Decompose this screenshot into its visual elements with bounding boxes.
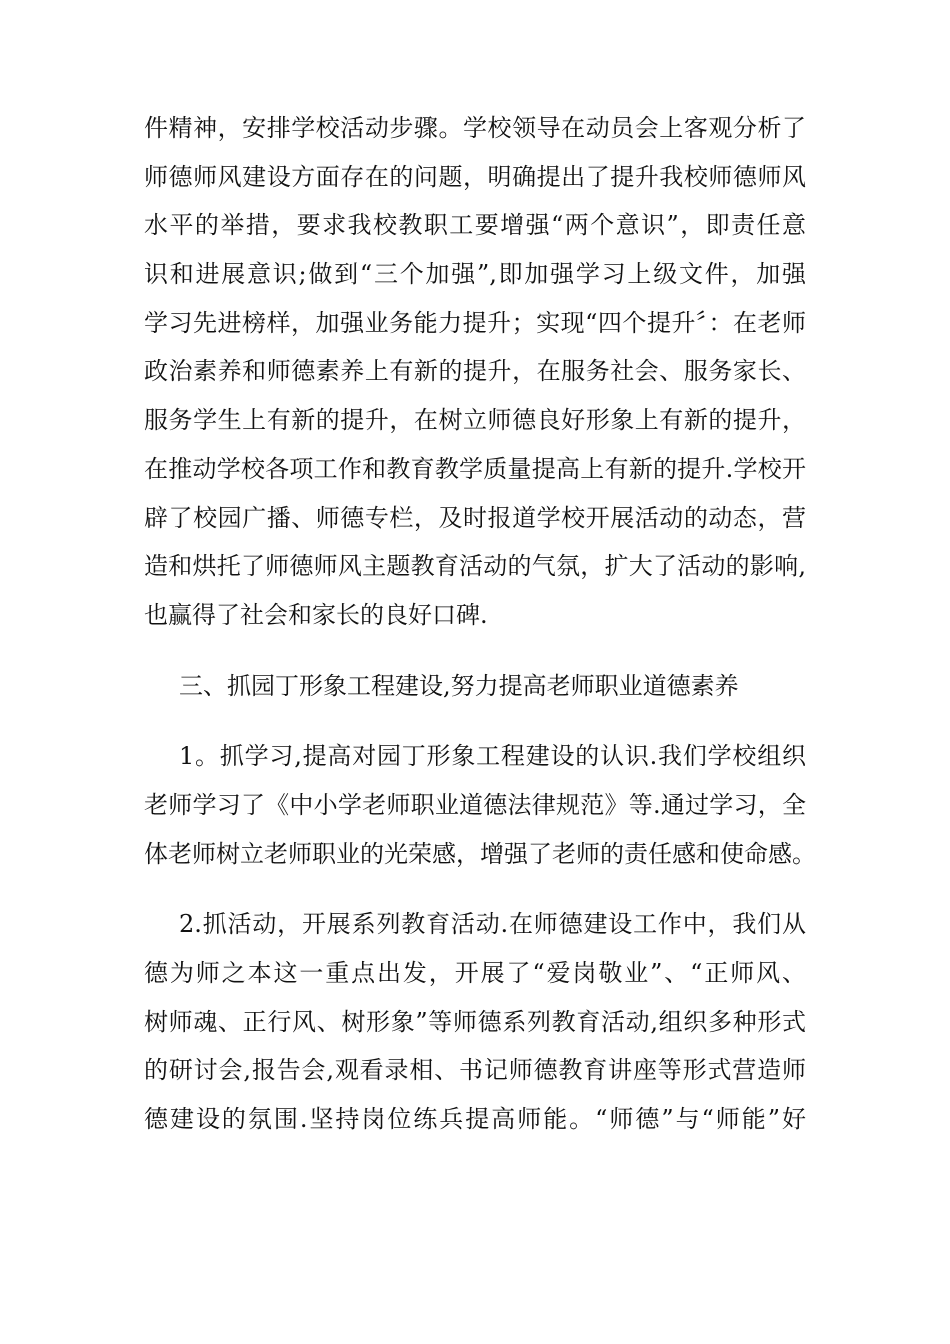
paragraph-spacer bbox=[144, 640, 806, 662]
paragraph-item-2-activities bbox=[144, 900, 806, 1143]
text-line: 识和进展意识;做到“三个加强”,即加强学习上级文件，加强 bbox=[144, 260, 806, 289]
text-line: 造和烘托了师德师风主题教育活动的气氛，扩大了活动的影响, bbox=[144, 552, 806, 581]
document-body bbox=[144, 104, 816, 1144]
text-line: 学习先进榜样，加强业务能力提升；实现“四个提升〞：在老师 bbox=[144, 308, 806, 337]
text-line: 德为师之本这一重点出发，开展了“爱岗敬业”、“正师风、 bbox=[144, 959, 806, 987]
text-line: 德建设的氛围.坚持岗位练兵提高师能。“师德”与“师能”好 bbox=[144, 1105, 806, 1134]
text-line: 师德师风建设方面存在的问题，明确提出了提升我校师德师风 bbox=[144, 162, 806, 191]
text-line: 在推动学校各项工作和教育教学质量提高上有新的提升.学校开 bbox=[144, 454, 806, 483]
text-line: 1。抓学习,提高对园丁形象工程建设的认识.我们学校组织 bbox=[179, 742, 806, 771]
paragraph-spacer bbox=[144, 878, 806, 900]
section-heading bbox=[144, 662, 806, 711]
text-line: 件精神，安排学校活动步骤。学校领导在动员会上客观分析了 bbox=[144, 114, 806, 142]
text-line: 水平的举措，要求我校教职工要增强“两个意识”，即责任意 bbox=[144, 211, 806, 240]
paragraph-item-1-study bbox=[144, 732, 816, 878]
text-line: 2.抓活动，开展系列教育活动.在师德建设工作中，我们从 bbox=[179, 910, 806, 939]
text-line: 政治素养和师德素养上有新的提升，在服务社会、服务家长、 bbox=[144, 357, 806, 386]
text-line: 也赢得了社会和家长的良好口碑. bbox=[144, 600, 488, 629]
text-line: 辟了校园广播、师德专栏，及时报道学校开展活动的动态，营 bbox=[144, 503, 806, 532]
paragraph-activity-summary bbox=[144, 104, 806, 640]
heading-text: 三、抓园丁形象工程建设,努力提高老师职业道德素养 bbox=[179, 671, 739, 700]
text-line: 服务学生上有新的提升，在树立师德良好形象上有新的提升， bbox=[144, 406, 806, 435]
paragraph-spacer bbox=[144, 710, 806, 732]
text-line: 树师魂、正行风、树形象”等师德系列教育活动,组织多种形式 bbox=[144, 1007, 806, 1036]
text-line: 老师学习了《中小学老师职业道德法律规范》等.通过学习，全 bbox=[144, 790, 806, 819]
text-line: 体老师树立老师职业的光荣感，增强了老师的责任感和使命感。 bbox=[144, 839, 816, 868]
text-line: 的研讨会,报告会,观看录相、书记师德教育讲座等形式营造师 bbox=[144, 1056, 806, 1085]
